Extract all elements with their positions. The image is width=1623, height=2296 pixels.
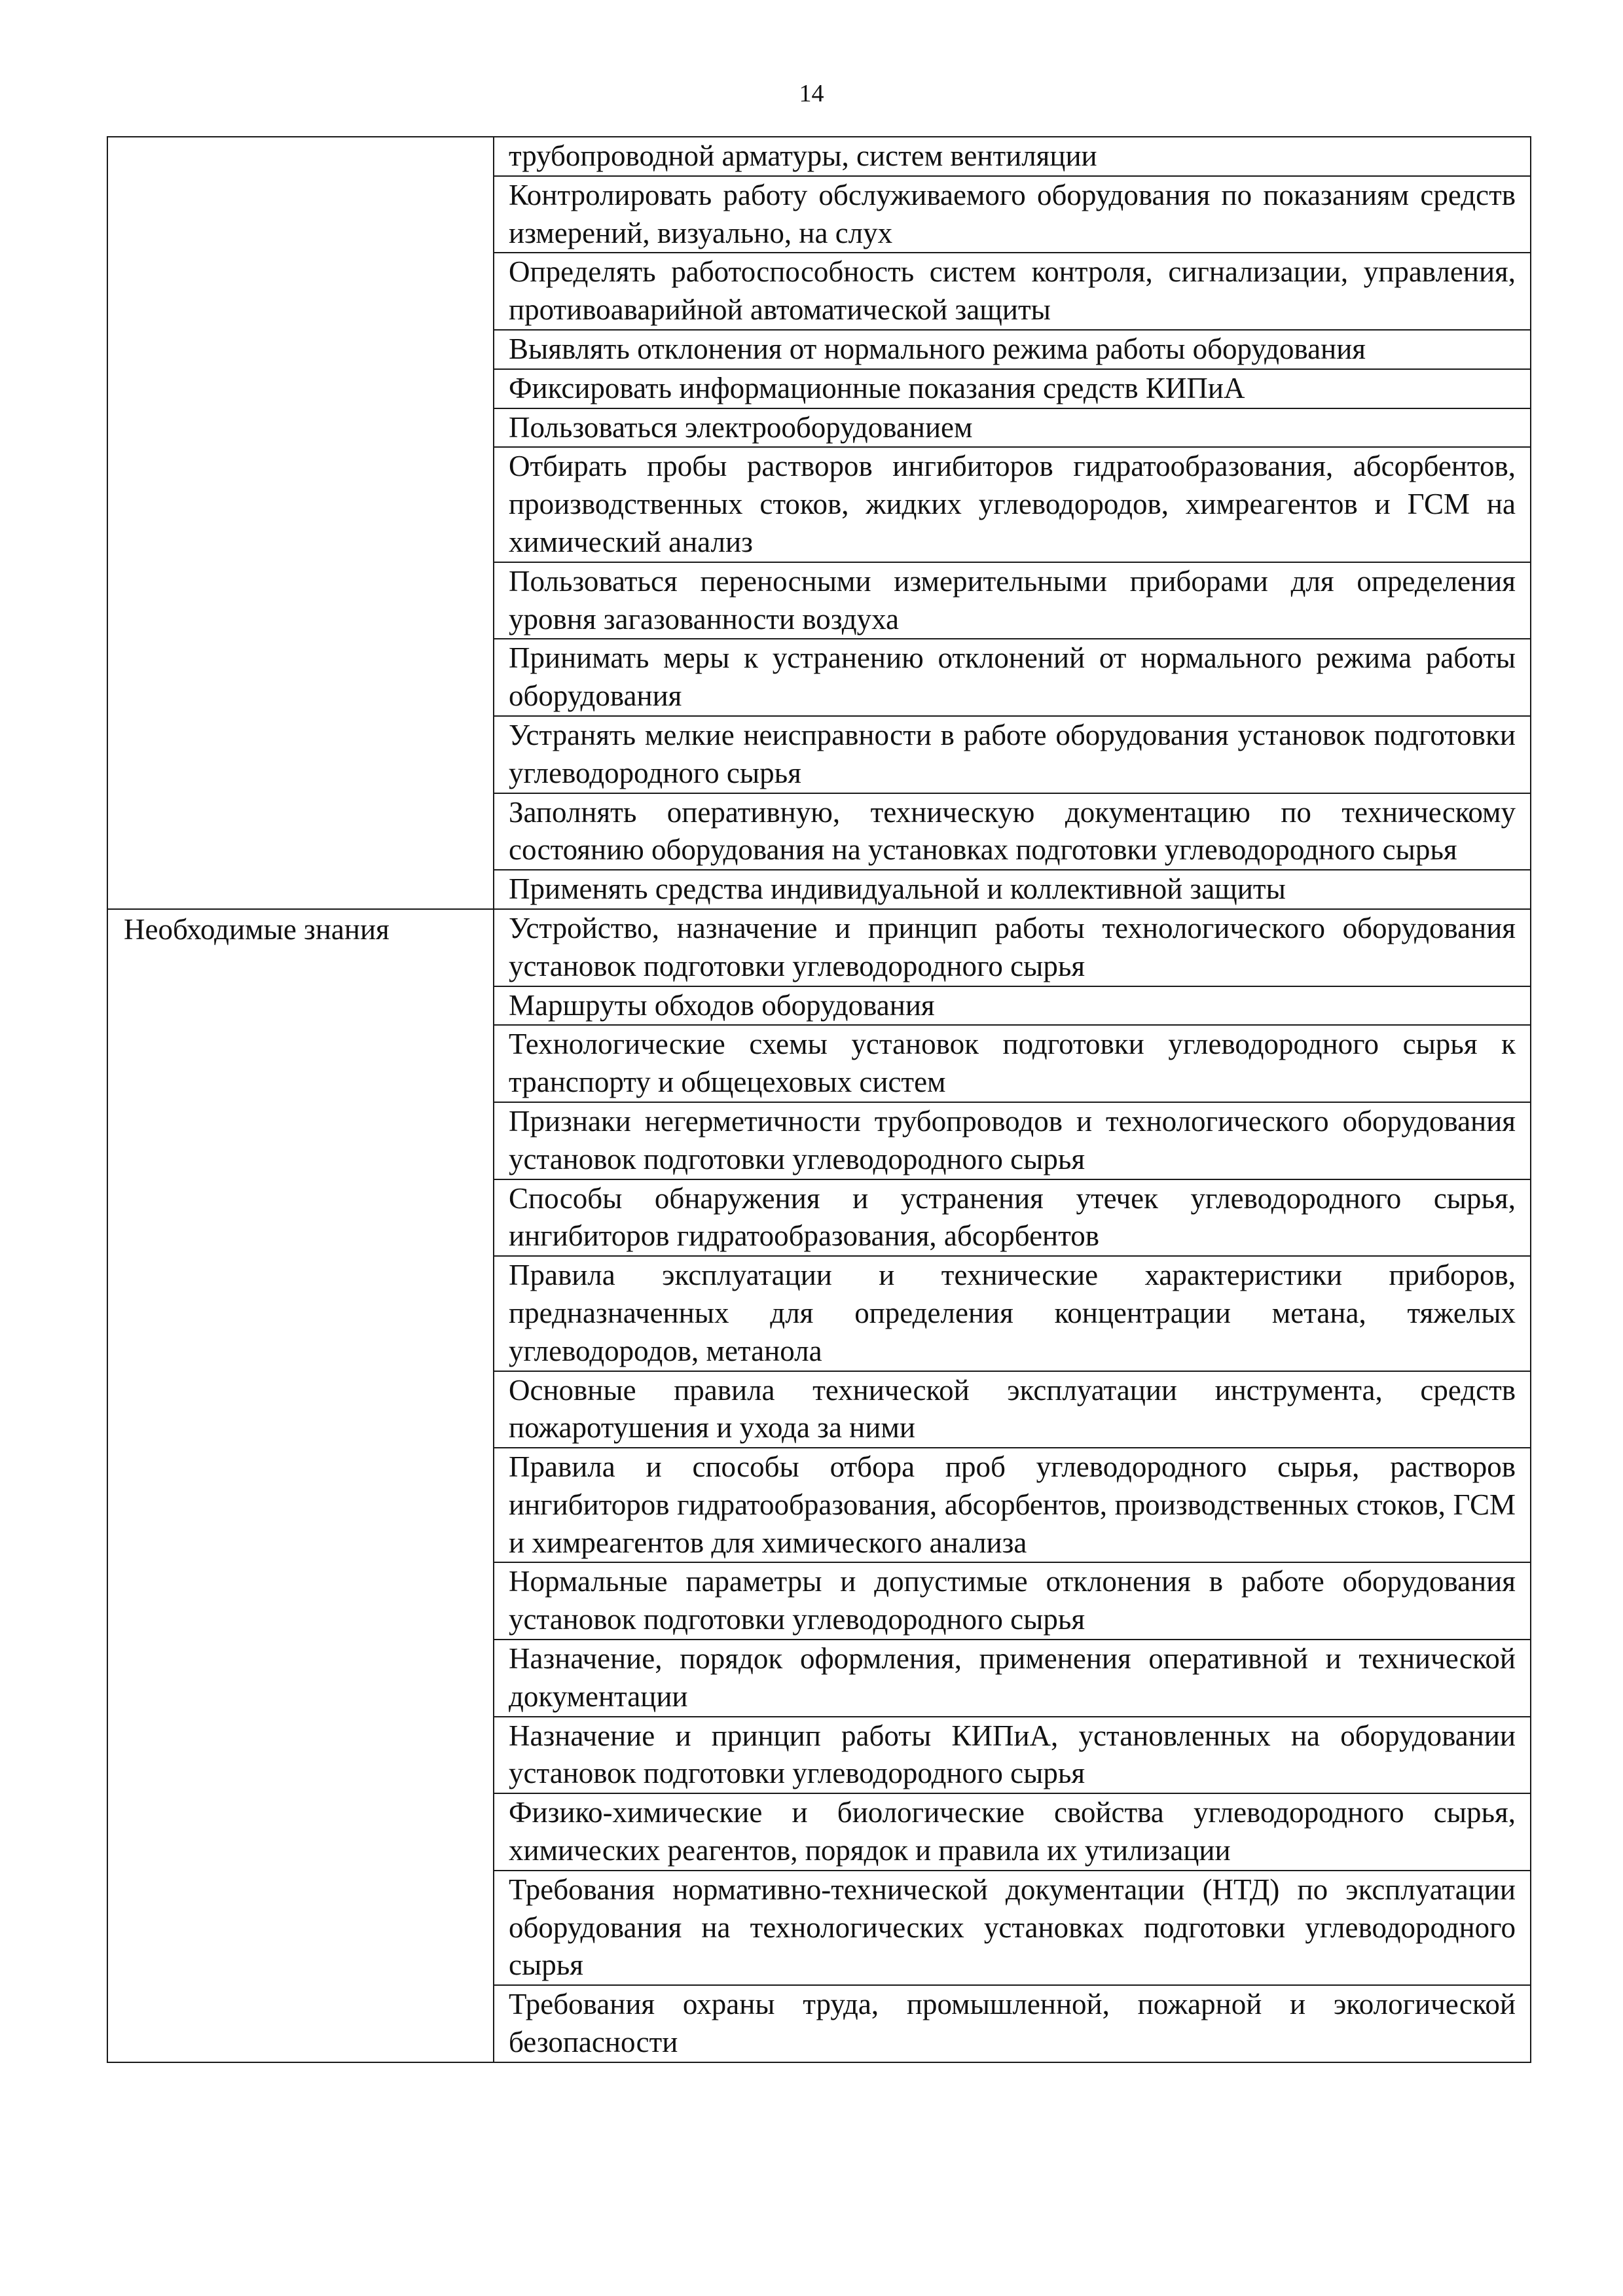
knowledge-cell xyxy=(494,1871,1531,1985)
knowledge-cell xyxy=(494,1256,1531,1371)
skill-cell xyxy=(494,870,1531,909)
skill-text: Применять средства индивидуальной и коллективной защиты xyxy=(509,872,1286,906)
skill-text: Принимать меры к устранению отклонений от нормального режима работы оборудования xyxy=(509,641,1516,713)
knowledge-text: Маршруты обходов оборудования xyxy=(509,988,935,1022)
knowledge-text: Правила эксплуатации и технические характеристики приборов, предназначенных для определения концентрации метана, тяжелых углеводородов, метанола xyxy=(509,1259,1516,1367)
skill-text: Заполнять оперативную, техническую документацию по техническому состоянию оборудования на установках подготовки углеводородного сырья xyxy=(509,795,1516,867)
knowledge-cell xyxy=(494,1985,1531,2062)
knowledge-cell xyxy=(494,909,1531,986)
knowledge-cell xyxy=(494,1025,1531,1102)
skill-cell xyxy=(494,330,1531,369)
knowledge-text: Технологические схемы установок подготовки углеводородного сырья к транспорту и общецеховых систем xyxy=(509,1028,1516,1099)
knowledge-text: Требования нормативно-технической документации (НТД) по эксплуатации оборудования на технологических установках подготовки углеводородного сырья xyxy=(509,1873,1516,1982)
skill-text: Контролировать работу обслуживаемого оборудования по показаниям средств измерений, визуально, на слух xyxy=(509,178,1516,249)
knowledge-label-cell xyxy=(107,909,494,2062)
knowledge-cell xyxy=(494,1640,1531,1717)
table-row xyxy=(107,137,1531,176)
skills-label-cell xyxy=(107,137,494,909)
knowledge-cell xyxy=(494,1717,1531,1794)
skill-text: Устранять мелкие неисправности в работе оборудования установок подготовки углеводородного сырья xyxy=(509,718,1516,789)
page-number: 14 xyxy=(799,80,824,107)
knowledge-text: Основные правила технической эксплуатации инструмента, средств пожаротушения и ухода за ними xyxy=(509,1373,1516,1444)
knowledge-text: Устройство, назначение и принцип работы технологического оборудования установок подготовки углеводородного сырья xyxy=(509,911,1516,982)
knowledge-cell xyxy=(494,1371,1531,1448)
skill-cell xyxy=(494,447,1531,562)
knowledge-text: Назначение и принцип работы КИПиА, установленных на оборудовании установок подготовки углеводородного сырья xyxy=(509,1719,1516,1790)
knowledge-cell xyxy=(494,1102,1531,1179)
knowledge-cell xyxy=(494,986,1531,1026)
knowledge-cell xyxy=(494,1793,1531,1871)
skill-cell xyxy=(494,793,1531,870)
skill-text: Фиксировать информационные показания средств КИПиА xyxy=(509,371,1245,404)
knowledge-cell xyxy=(494,1562,1531,1640)
skill-cell xyxy=(494,639,1531,716)
competency-table xyxy=(107,136,1531,2063)
skill-text: трубопроводной арматуры, систем вентиляции xyxy=(509,139,1097,172)
skill-text: Определять работоспособность систем контроля, сигнализации, управления, противоаварийной автоматической защиты xyxy=(509,255,1516,327)
table-row xyxy=(107,909,1531,986)
knowledge-text: Требования охраны труда, промышленной, пожарной и экологической безопасности xyxy=(509,1988,1516,2059)
skill-cell xyxy=(494,408,1531,448)
knowledge-cell xyxy=(494,1179,1531,1257)
skill-text: Пользоваться переносными измерительными приборами для определения уровня загазованности воздуха xyxy=(509,564,1516,636)
skill-text: Отбирать пробы растворов ингибиторов гидратообразования, абсорбентов, производственных стоков, жидких углеводородов, химреагентов и ГСМ на химический анализ xyxy=(509,450,1516,558)
skill-cell xyxy=(494,253,1531,330)
skill-cell xyxy=(494,562,1531,639)
knowledge-text: Физико-химические и биологические свойства углеводородного сырья, химических реагентов, порядок и правила их утилизации xyxy=(509,1796,1516,1867)
skill-cell xyxy=(494,716,1531,793)
knowledge-label: Необходимые знания xyxy=(124,912,390,946)
skill-cell xyxy=(494,176,1531,253)
skill-text: Пользоваться электрооборудованием xyxy=(509,410,973,444)
skill-cell xyxy=(494,137,1531,176)
knowledge-cell xyxy=(494,1448,1531,1562)
knowledge-text: Способы обнаружения и устранения утечек углеводородного сырья, ингибиторов гидратообразования, абсорбентов xyxy=(509,1181,1516,1253)
knowledge-text: Нормальные параметры и допустимые отклонения в работе оборудования установок подготовки углеводородного сырья xyxy=(509,1565,1516,1636)
skill-cell xyxy=(494,369,1531,408)
knowledge-text: Назначение, порядок оформления, применения оперативной и технической документации xyxy=(509,1642,1516,1713)
skill-text: Выявлять отклонения от нормального режима работы оборудования xyxy=(509,332,1366,365)
knowledge-text: Признаки негерметичности трубопроводов и технологического оборудования установок подготовки углеводородного сырья xyxy=(509,1104,1516,1175)
knowledge-text: Правила и способы отбора проб углеводородного сырья, растворов ингибиторов гидратообразования, абсорбентов, производственных стоков, ГСМ и химреагентов для химического анализа xyxy=(509,1450,1516,1559)
